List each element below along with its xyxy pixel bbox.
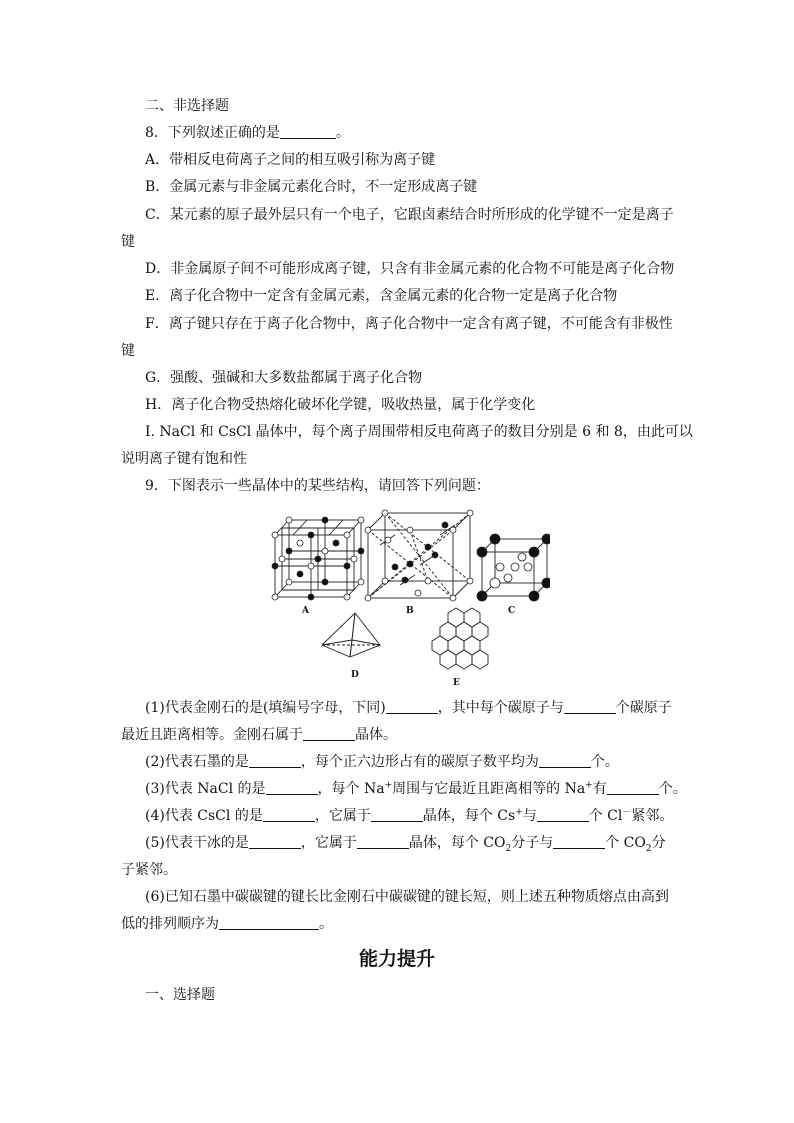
label-b: B — [406, 606, 414, 616]
answer-blank[interactable] — [266, 780, 318, 795]
q9-part2: (2)代表石墨的是 ，每个正六边形占有的碳原子数平均为 个。 — [145, 754, 619, 770]
label-d: D — [351, 670, 359, 680]
q8-option-d: D．非金属原子间不可能形成离子键，只含有非金属元素的化合物不可能是离子化合物 — [145, 261, 675, 277]
q8-option-c-line2: 键 — [121, 234, 135, 250]
answer-blank[interactable] — [303, 726, 355, 741]
answer-blank[interactable] — [280, 124, 336, 139]
q8-option-f-line2: 键 — [121, 343, 135, 359]
label-e: E — [453, 678, 460, 688]
section2-header: 一、选择题 — [145, 987, 215, 1003]
crystal-structures-figure — [260, 505, 550, 690]
q9-part6-line2: 低的排列顺序为 。 — [121, 916, 333, 932]
q9-part1-line1: (1)代表金刚石的是(填编号字母，下同) ，其中每个碳原子与 个碳原子 — [145, 700, 672, 716]
diamond-tetrahedron — [322, 613, 380, 657]
answer-blank[interactable] — [537, 807, 589, 822]
answer-blank[interactable] — [357, 834, 409, 849]
answer-blank[interactable] — [553, 834, 605, 849]
q8-option-c-line1: C．某元素的原子最外层只有一个电子，它跟卤素结合时所形成的化学键不一定是离子 — [145, 207, 674, 223]
answer-blank[interactable] — [263, 807, 315, 822]
q9-part4: (4)代表 CsCl 的是 ，它属于 晶体，每个 Cs+与 个 Cl－紧邻。 — [145, 807, 674, 824]
q8-option-g: G．强酸、强碱和大多数盐都属于离子化合物 — [145, 370, 423, 386]
q9-part6-line1: (6)已知石墨中碳碳键的键长比金刚石中碳碳键的键长短，则上述五种物质熔点由高到 — [145, 889, 669, 905]
q8-stem: 8．下列叙述正确的是 。 — [145, 125, 350, 141]
answer-blank[interactable] — [607, 780, 659, 795]
answer-blank[interactable] — [564, 699, 616, 714]
q9-part1-line2: 最近且距离相等。金刚石属于 晶体。 — [121, 727, 397, 743]
answer-blank[interactable] — [219, 915, 319, 930]
q9-part5-line2: 子紧邻。 — [121, 862, 177, 878]
q8-option-e: E．离子化合物中一定含有金属元素，含金属元素的化合物一定是离子化合物 — [145, 288, 618, 304]
answer-blank[interactable] — [249, 753, 301, 768]
q8-option-b: B．金属元素与非金属元素化合时，不一定形成离子键 — [145, 179, 478, 195]
graphite-layer — [432, 608, 488, 669]
q8-option-h: H．离子化合物受热熔化破坏化学键，吸收热量，属于化学变化 — [145, 397, 536, 413]
label-c: C — [508, 606, 516, 616]
answer-blank[interactable] — [386, 699, 438, 714]
q9-part3: (3)代表 NaCl 的是 ，每个 Na+周围与它最近且距离相等的 Na+有 个。 — [145, 780, 687, 797]
q9-stem: 9．下图表示一些晶体中的某些结构，请回答下列问题： — [145, 478, 490, 494]
answer-blank[interactable] — [249, 834, 301, 849]
q8-option-i-line2: 说明离子键有饱和性 — [121, 451, 247, 467]
section2-title: 能力提升 — [358, 948, 435, 970]
q8-option-i-line1: I. NaCl 和 CsCl 晶体中，每个离子周围带相反电荷离子的数目分别是 6 和 8，由此可以 — [145, 424, 693, 440]
answer-blank[interactable] — [371, 807, 423, 822]
q8-option-f-line1: F．离子键只存在于离子化合物中，离子化合物中一定含有离子键，不可能含有非极性 — [145, 316, 673, 332]
answer-blank[interactable] — [539, 753, 591, 768]
dry-ice-structure — [368, 513, 470, 598]
section-header: 二、非选择题 — [145, 98, 229, 114]
label-a: A — [302, 606, 309, 616]
q8-option-a: A．带相反电荷离子之间的相互吸引称为离子键 — [145, 152, 436, 168]
q9-part5-line1: (5)代表干冰的是 ，它属于 晶体，每个 $CO_2$分子与 个 $CO_2$分 — [145, 835, 666, 854]
